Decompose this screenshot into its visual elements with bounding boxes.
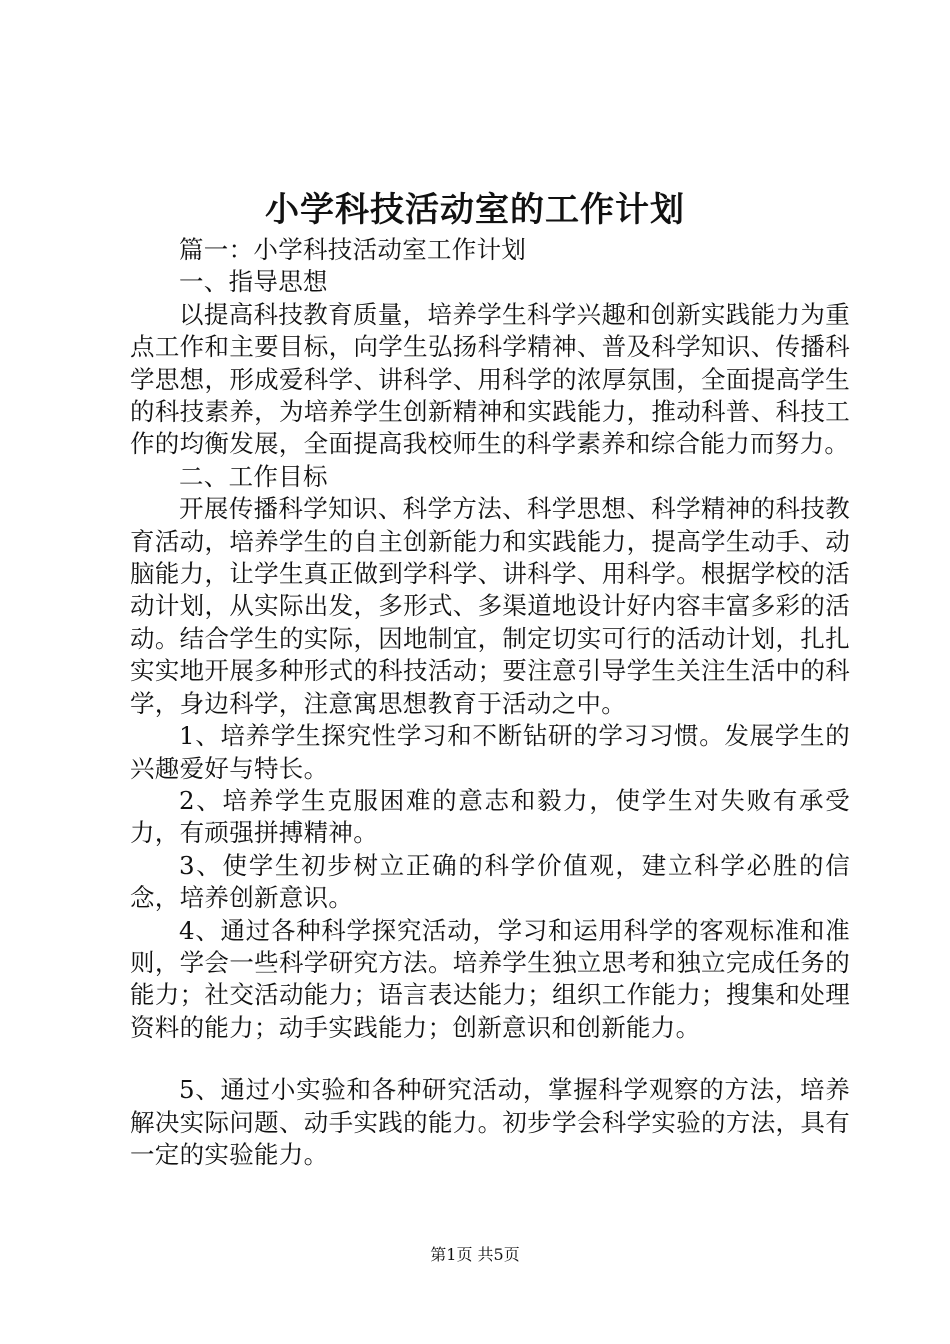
body-paragraph: 以提高科技教育质量，培养学生科学兴趣和创新实践能力为重点工作和主要目标，向学生弘扬科学精神、普及科学知识、传播科学思想，形成爱科学、讲科学、用科学的浓厚氛围，全面提高学生的科技素养，为培养学生创新精神和实践能力，推动科普、科技工作的均衡发展，全面提高我校师生的科学素养和综合能力而努力。 <box>130 299 850 459</box>
list-item: 3、使学生初步树立正确的科学价值观，建立科学必胜的信念，培养创新意识。 <box>130 850 850 913</box>
section-heading: 二、工作目标 <box>179 461 328 491</box>
list-item: 5、通过小实验和各种研究活动，掌握科学观察的方法，培养解决实际问题、动手实践的能力。初步学会科学实验的方法，具有一定的实验能力。 <box>130 1075 850 1169</box>
section-heading: 一、指导思想 <box>179 267 328 297</box>
list-item: 4、通过各种科学探究活动，学习和运用科学的客观标准和准则，学会一些科学研究方法。培养学生独立思考和独立完成任务的能力；社交活动能力；语言表达能力；组织工作能力；搜集和处理资料的能力；动手实践能力；创新意识和创新能力。 <box>130 915 850 1042</box>
document-body <box>130 234 850 1171</box>
document-title: 小学科技活动室的工作计划 <box>265 190 685 230</box>
section-heading: 篇一：小学科技活动室工作计划 <box>179 235 527 264</box>
list-item: 1、培养学生探究性学习和不断钻研的学习习惯。发展学生的兴趣爱好与特长。 <box>130 721 850 783</box>
list-item: 2、培养学生克服困难的意志和毅力，使学生对失败有承受力，有顽强拼搏精神。 <box>130 785 850 848</box>
page-number-footer: 第1页 共5页 <box>430 1245 520 1264</box>
body-paragraph: 开展传播科学知识、科学方法、科学思想、科学精神的科技教育活动，培养学生的自主创新能力和实践能力，提高学生动手、动脑能力，让学生真正做到学科学、讲科学、用科学。根据学校的活动计划，从实际出发，多形式、多渠道地设计好内容丰富多彩的活动。结合学生的实际，因地制宜，制定切实可行的活动计划，扎扎实实地开展多种形式的科技活动；要注意引导学生关注生活中的科学，身边科学，注意寓思想教育于活动之中。 <box>130 494 850 718</box>
